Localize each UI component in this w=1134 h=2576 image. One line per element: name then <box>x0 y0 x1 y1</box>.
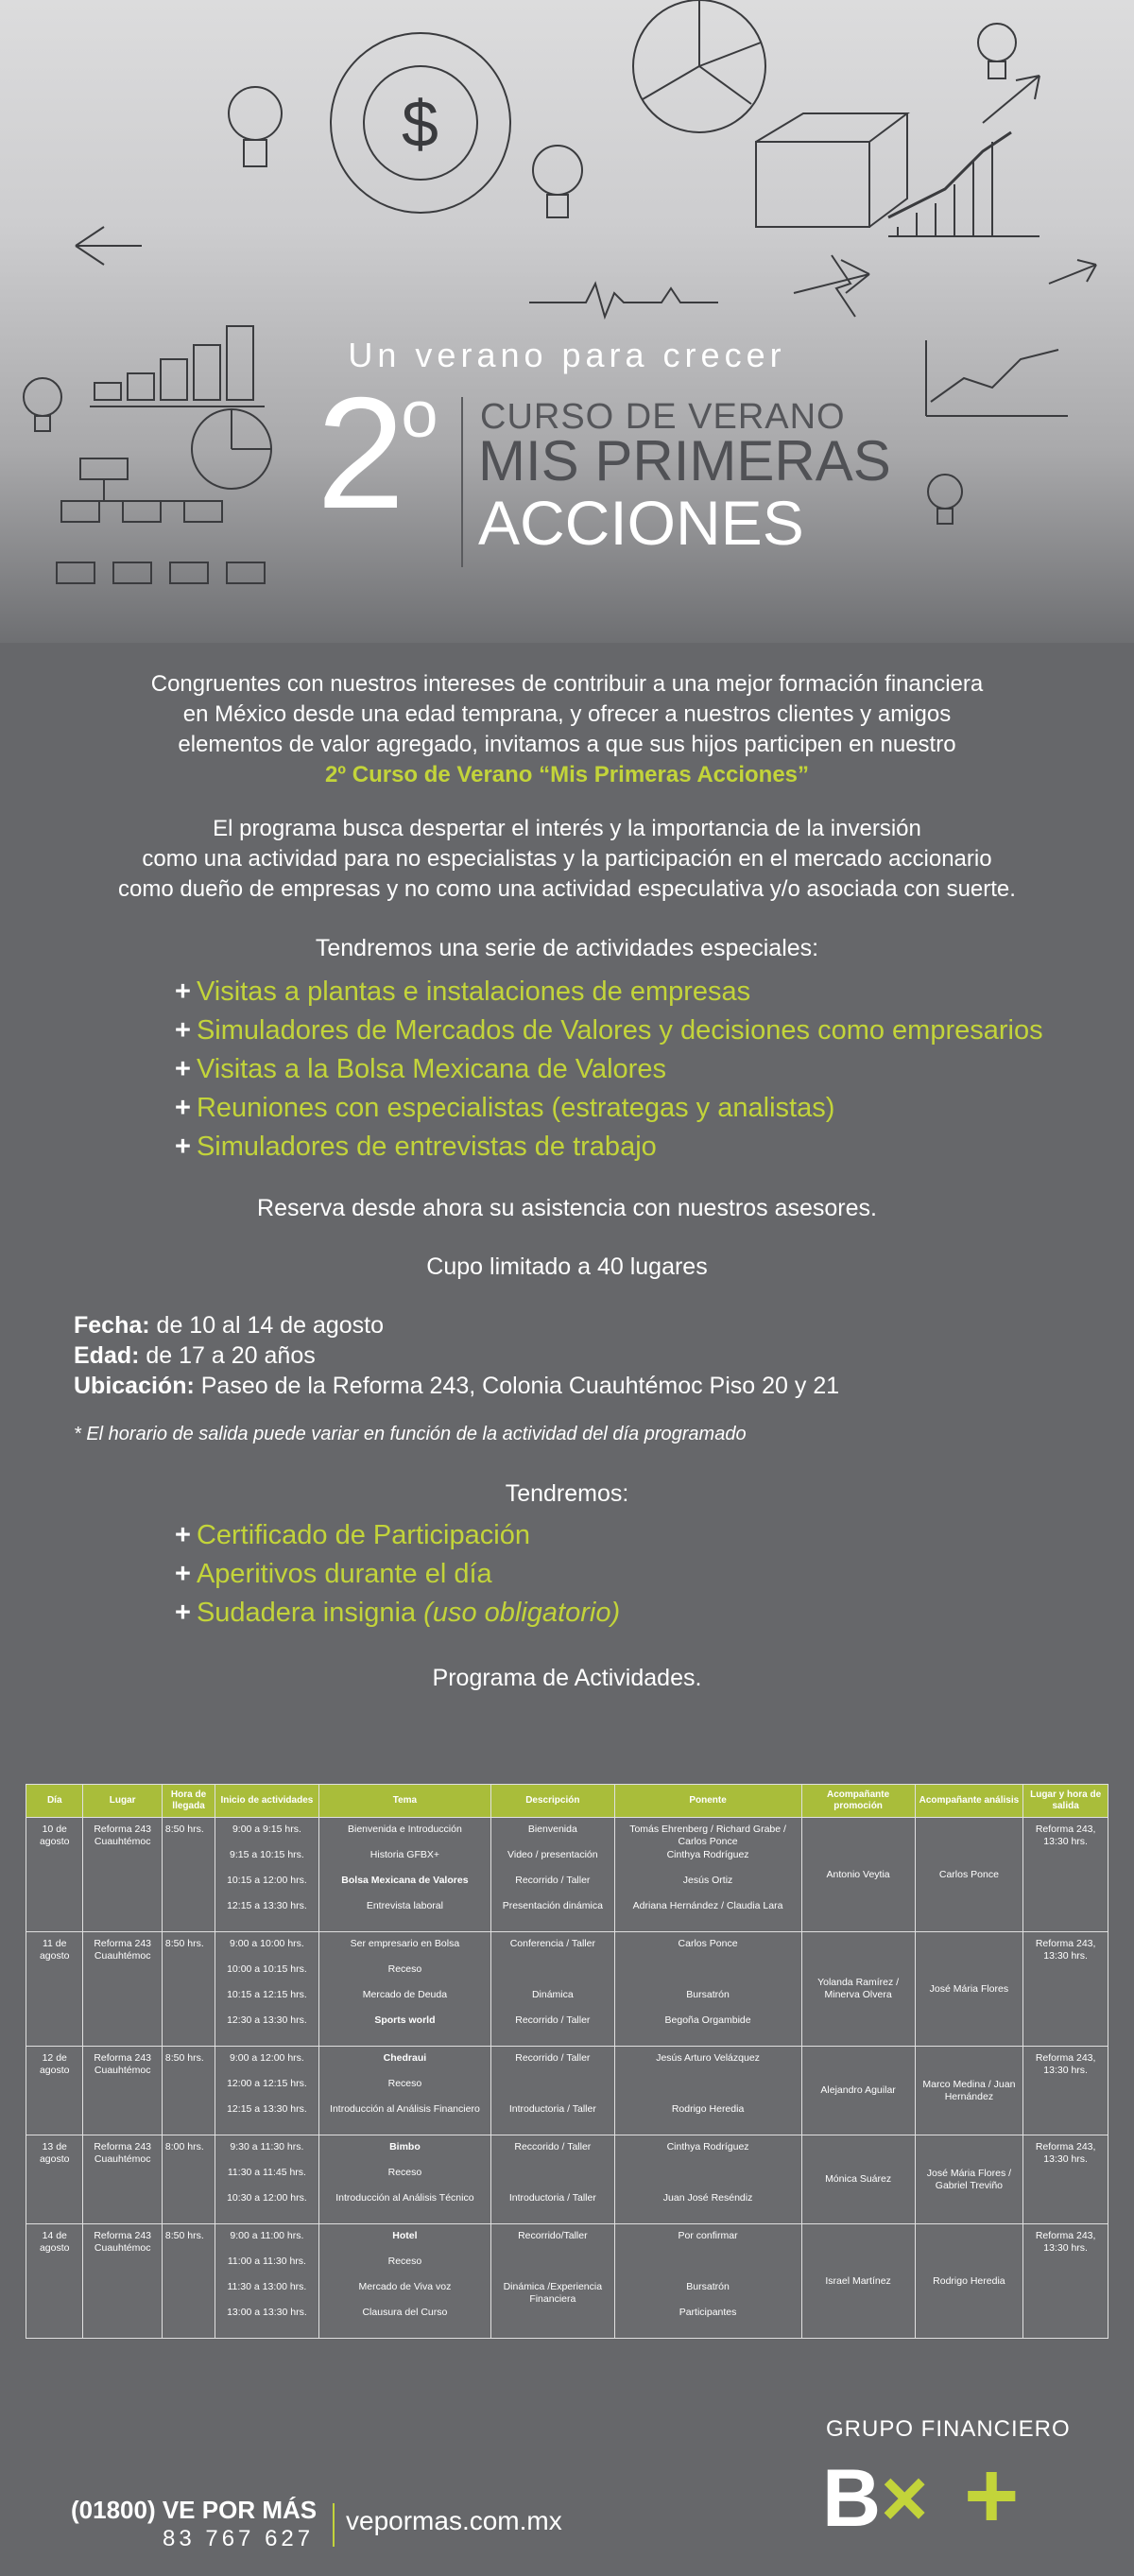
place-cell: Reforma 243 Cuauhtémoc <box>83 2135 162 2224</box>
program-heading: Programa de Actividades. <box>432 1665 702 1691</box>
time-cell: 9:30 a 11:30 hrs. 11:30 a 11:45 hrs. 10:30 a 12:00 hrs. <box>215 2135 318 2224</box>
list-item: + Visitas a plantas e instalaciones de empresas <box>175 977 751 1007</box>
time-cell: 9:00 a 10:00 hrs. 10:00 a 10:15 hrs. 10:15 a 12:15 hrs. 12:30 a 13:30 hrs. <box>215 1932 318 2047</box>
plus-icon: + <box>175 1054 191 1084</box>
course-title-line1: CURSO DE VERANO <box>480 397 846 437</box>
promotion-cell: Mónica Suárez <box>801 2135 915 2224</box>
arrival-cell: 8:00 hrs. <box>162 2135 215 2224</box>
plus-icon: + <box>175 1520 191 1550</box>
analysis-cell: José Mária Flores / Gabriel Treviño <box>915 2135 1023 2224</box>
plus-icon: + <box>175 1559 191 1589</box>
hero-banner <box>0 0 1134 643</box>
column-header: Acompañante análisis <box>915 1785 1023 1818</box>
purpose-line: como una actividad para no especialistas y la participación en el mercado accionario <box>142 846 992 872</box>
promotion-cell: Antonio Veytia <box>801 1818 915 1932</box>
arrival-cell: 8:50 hrs. <box>162 2047 215 2135</box>
event-details <box>74 1310 1134 1445</box>
list-item: + Simuladores de entrevistas de trabajo <box>175 1132 657 1162</box>
reserve-text: Reserva desde ahora su asistencia con nuestros asesores. <box>257 1195 877 1221</box>
departure-cell: Reforma 243, 13:30 hrs. <box>1023 1818 1108 1932</box>
purpose-line: como dueño de empresas y no como una actividad especulativa y/o asociada con suerte. <box>118 876 1016 902</box>
promotion-cell: Yolanda Ramírez / Minerva Olvera <box>801 1932 915 2047</box>
footer-divider <box>333 2503 335 2547</box>
column-header: Tema <box>318 1785 490 1818</box>
purpose-line: El programa busca despertar el interés y la importancia de la inversión <box>213 816 921 841</box>
day-cell: 11 de agosto <box>26 1932 83 2047</box>
column-header: Lugar y hora de salida <box>1023 1785 1108 1818</box>
schedule-note: * El horario de salida puede variar en función de la actividad del día programado <box>74 1424 747 1444</box>
plus-icon: + <box>175 1015 191 1046</box>
table-row <box>26 1932 1108 2047</box>
plus-icon: + <box>175 977 191 1007</box>
edition-number: 2$^o$ <box>317 364 435 542</box>
column-header: Lugar <box>83 1785 162 1818</box>
description-cell: Bienvenida Video / presentación Recorrido / Taller Presentación dinámica <box>491 1818 614 1932</box>
topic-cell: Bienvenida e Introducción Historia GFBX+ Bolsa Mexicana de Valores Entrevista laboral <box>318 1818 490 1932</box>
speaker-cell: Cinthya Rodríguez Juan José Reséndiz <box>614 2135 801 2224</box>
promotion-cell: Alejandro Aguilar <box>801 2047 915 2135</box>
list-item: + Visitas a la Bolsa Mexicana de Valores <box>175 1054 666 1084</box>
intro-line: Congruentes con nuestros intereses de contribuir a una mejor formación financiera <box>150 671 984 697</box>
day-cell: 10 de agosto <box>26 1818 83 1932</box>
svg-text:B: B <box>822 2458 878 2533</box>
list-item: + Certificado de Participación <box>175 1520 530 1550</box>
purpose-paragraph <box>0 814 1134 905</box>
column-header: Hora de llegada <box>162 1785 215 1818</box>
topic-cell: Hotel Receso Mercado de Viva voz Clausura del Curso <box>318 2224 490 2339</box>
activities-list <box>175 973 1134 1167</box>
main-content <box>0 662 1134 1693</box>
phone-label: (01800) VE POR MÁS <box>71 2496 318 2524</box>
location-row: Ubicación: Paseo de la Reforma 243, Colonia Cuauhtémoc Piso 20 y 21 <box>74 1373 840 1399</box>
group-label: GRUPO FINANCIERO <box>826 2416 1071 2442</box>
speaker-cell: Por confirmar Bursatrón Participantes <box>614 2224 801 2339</box>
course-highlight: 2º Curso de Verano “Mis Primeras Acciones” <box>324 762 810 787</box>
departure-cell: Reforma 243, 13:30 hrs. <box>1023 2135 1108 2224</box>
age-row: Edad: de 17 a 20 años <box>74 1342 316 1369</box>
speaker-cell: Carlos Ponce Bursatrón Begoña Orgambide <box>614 1932 801 2047</box>
column-header: Descripción <box>491 1785 614 1818</box>
speaker-cell: Jesús Arturo Velázquez Rodrigo Heredia <box>614 2047 801 2135</box>
plus-icon: + <box>175 1093 191 1123</box>
place-cell: Reforma 243 Cuauhtémoc <box>83 1818 162 1932</box>
description-cell: Reccorido / Taller Introductoria / Taller <box>491 2135 614 2224</box>
departure-cell: Reforma 243, 13:30 hrs. <box>1023 1932 1108 2047</box>
place-cell: Reforma 243 Cuauhtémoc <box>83 1932 162 2047</box>
perks-list <box>175 1516 1134 1633</box>
analysis-cell: Rodrigo Heredia <box>915 2224 1023 2339</box>
arrival-cell: 8:50 hrs. <box>162 2224 215 2339</box>
column-header: Acompañante promoción <box>801 1785 915 1818</box>
promotion-cell: Israel Martínez <box>801 2224 915 2339</box>
website-link[interactable]: vepormas.com.mx <box>346 2506 562 2535</box>
table-row <box>26 2047 1108 2135</box>
topic-cell: Ser empresario en Bolsa Receso Mercado de Deuda Sports world <box>318 1932 490 2047</box>
topic-cell: Chedraui Receso Introducción al Análisis Financiero <box>318 2047 490 2135</box>
capacity-text: Cupo limitado a 40 lugares <box>426 1253 708 1280</box>
plus-icon: + <box>175 1598 191 1628</box>
analysis-cell: José Mária Flores <box>915 1932 1023 2047</box>
schedule-table <box>26 1784 1108 2339</box>
table-row <box>26 2224 1108 2339</box>
column-header: Ponente <box>614 1785 801 1818</box>
table-row <box>26 2135 1108 2224</box>
column-header: Día <box>26 1785 83 1818</box>
place-cell: Reforma 243 Cuauhtémoc <box>83 2047 162 2135</box>
perks-heading: Tendremos: <box>505 1480 629 1507</box>
course-title-line2: MIS PRIMERAS <box>478 429 891 493</box>
description-cell: Recorrido/Taller Dinámica /Experiencia Financiera <box>491 2224 614 2339</box>
table-row <box>26 1818 1108 1932</box>
bx-plus-logo <box>822 2458 1058 2533</box>
title-divider <box>461 397 463 567</box>
departure-cell: Reforma 243, 13:30 hrs. <box>1023 2047 1108 2135</box>
course-title-line3: ACCIONES <box>478 488 804 558</box>
day-cell: 13 de agosto <box>26 2135 83 2224</box>
list-item: + Reuniones con especialistas (estrategas y analistas) <box>175 1093 835 1123</box>
time-cell: 9:00 a 11:00 hrs. 11:00 a 11:30 hrs. 11:30 a 13:00 hrs. 13:00 a 13:30 hrs. <box>215 2224 318 2339</box>
arrival-cell: 8:50 hrs. <box>162 1932 215 2047</box>
topic-cell: Bimbo Receso Introducción al Análisis Técnico <box>318 2135 490 2224</box>
tagline: Un verano para crecer <box>348 336 786 374</box>
description-cell: Recorrido / Taller Introductoria / Taller <box>491 2047 614 2135</box>
list-item: + Sudadera insignia (uso obligatorio) <box>175 1598 621 1628</box>
list-item: + Simuladores de Mercados de Valores y decisiones como empresarios <box>175 1015 1043 1046</box>
day-cell: 12 de agosto <box>26 2047 83 2135</box>
svg-text:$: $ <box>402 87 438 161</box>
phone-number: 83 767 627 <box>163 2526 315 2551</box>
plus-icon: + <box>175 1132 191 1162</box>
date-row: Fecha: de 10 al 14 de agosto <box>74 1312 385 1339</box>
time-cell: 9:00 a 12:00 hrs. 12:00 a 12:15 hrs. 12:15 a 13:30 hrs. <box>215 2047 318 2135</box>
intro-line: en México desde una edad temprana, y ofrecer a nuestros clientes y amigos <box>182 701 952 727</box>
intro-line: elementos de valor agregado, invitamos a que sus hijos participen en nuestro <box>178 732 956 757</box>
activities-heading: Tendremos una serie de actividades especiales: <box>315 935 819 961</box>
table-header-row <box>26 1785 1108 1818</box>
svg-text:+: + <box>964 2458 1020 2533</box>
analysis-cell: Marco Medina / Juan Hernández <box>915 2047 1023 2135</box>
arrival-cell: 8:50 hrs. <box>162 1818 215 1932</box>
description-cell: Conferencia / Taller Dinámica Recorrido / Taller <box>491 1932 614 2047</box>
intro-paragraph <box>0 669 1134 790</box>
time-cell: 9:00 a 9:15 hrs. 9:15 a 10:15 hrs. 10:15 a 12:00 hrs. 12:15 a 13:30 hrs. <box>215 1818 318 1932</box>
analysis-cell: Carlos Ponce <box>915 1818 1023 1932</box>
day-cell: 14 de agosto <box>26 2224 83 2339</box>
departure-cell: Reforma 243, 13:30 hrs. <box>1023 2224 1108 2339</box>
column-header: Inicio de actividades <box>215 1785 318 1818</box>
list-item: + Aperitivos durante el día <box>175 1559 492 1589</box>
speaker-cell: Tomás Ehrenberg / Richard Grabe / Carlos Ponce Cinthya Rodríguez Jesús Ortiz Adriana Hernández / Claudia Lara <box>614 1818 801 1932</box>
place-cell: Reforma 243 Cuauhtémoc <box>83 2224 162 2339</box>
svg-text:×: × <box>881 2458 929 2533</box>
